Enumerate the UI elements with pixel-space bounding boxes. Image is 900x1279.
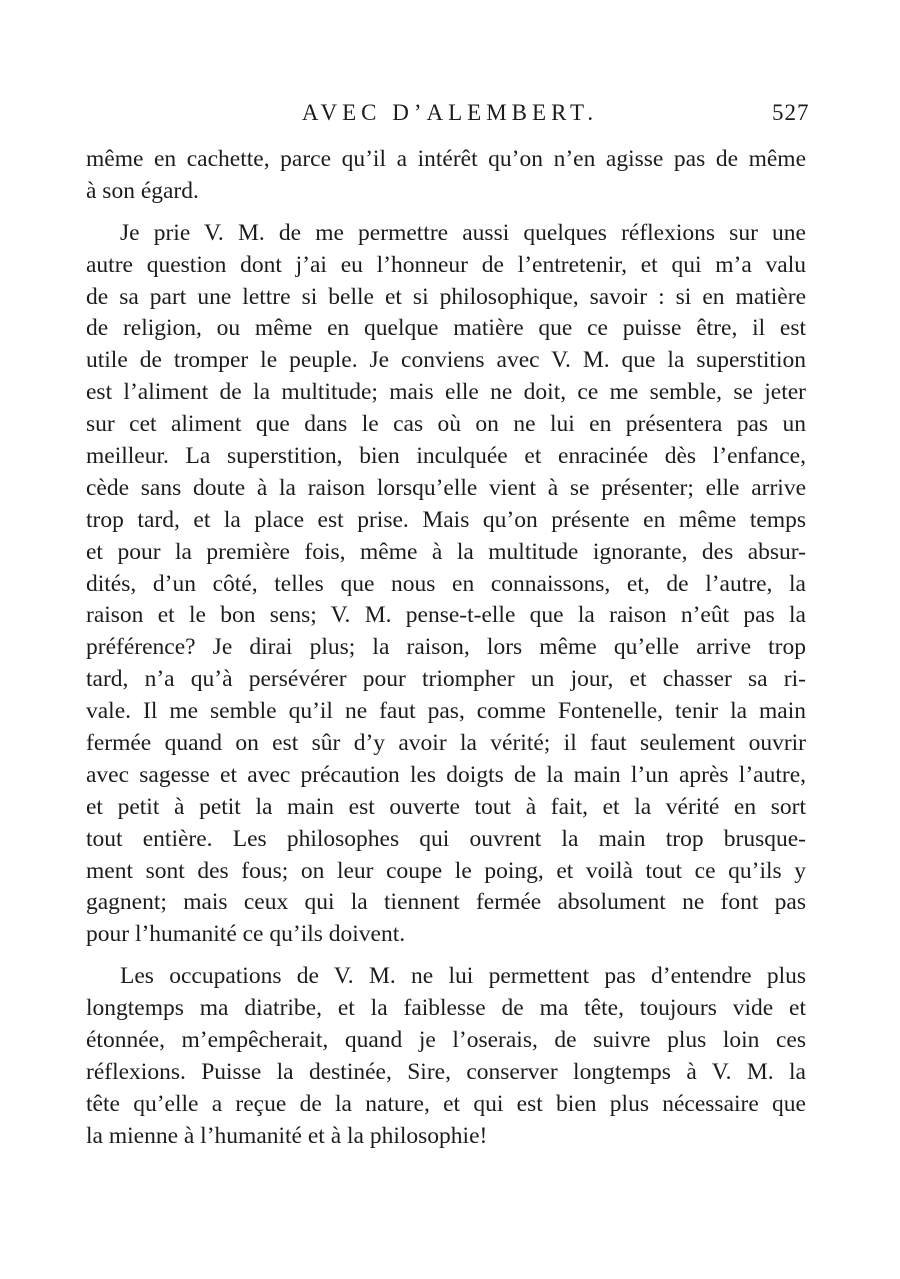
text-line: avec sagesse et avec précaution les doigts de la main l’un après l’autre, <box>86 761 806 788</box>
text-line: sur cet aliment que dans le cas où on ne lui en présentera pas un <box>86 411 806 438</box>
text-line: autre question dont j’ai eu l’honneur de l’entretenir, et qui m’a valu <box>86 251 806 278</box>
text-line: vale. Il me semble qu’il ne faut pas, comme Fontenelle, tenir la main <box>86 698 806 725</box>
paragraph <box>86 961 806 1152</box>
text-line: trop tard, et la place est prise. Mais qu’on présente en même temps <box>86 506 806 533</box>
text-line: préférence? Je dirai plus; la raison, lors même qu’elle arrive trop <box>86 634 806 661</box>
text-line: longtemps ma diatribe, et la faiblesse de ma tête, toujours vide et <box>86 995 806 1022</box>
text-line: de sa part une lettre si belle et si philosophique, savoir : si en matière <box>86 283 806 310</box>
text-line: tard, n’a qu’à persévérer pour triompher un jour, et chasser sa ri- <box>86 666 806 693</box>
text-line: est l’aliment de la multitude; mais elle ne doit, ce me semble, se jeter <box>86 379 806 406</box>
text-line: Je prie V. M. de me permettre aussi quelques réflexions sur une <box>120 219 806 246</box>
paragraph-gap <box>86 951 806 961</box>
text-line: même en cachette, parce qu’il a intérêt qu’on n’en agisse pas de même <box>86 146 806 172</box>
text-line: et petit à petit la main est ouverte tout à fait, et la vérité en sort <box>86 793 806 820</box>
text-line: Les occupations de V. M. ne lui permettent pas d’entendre plus <box>120 963 806 990</box>
paragraph <box>86 218 806 951</box>
running-header <box>0 100 900 140</box>
text-line: étonnée, m’empêcherait, quand je l’oserais, de suivre plus loin ces <box>86 1027 806 1054</box>
text-line: cède sans doute à la raison lorsqu’elle vient à se présenter; elle arrive <box>86 474 806 501</box>
running-title: AVEC D’ALEMBERT. <box>301 100 599 125</box>
body-text <box>86 144 806 1153</box>
text-line: dités, d’un côté, telles que nous en connaissons, et, de l’autre, la <box>86 570 806 597</box>
text-line: et pour la première fois, même à la multitude ignorante, des absur- <box>86 538 806 565</box>
text-line: tout entière. Les philosophes qui ouvrent la main trop brusque- <box>86 825 806 852</box>
text-line: gagnent; mais ceux qui la tiennent fermée absolument ne font pas <box>86 889 806 916</box>
text-line: de religion, ou même en quelque matière que ce puisse être, il est <box>86 315 806 342</box>
text-line: à son égard. <box>86 177 199 204</box>
text-line: raison et le bon sens; V. M. pense-t-elle que la raison n’eût pas la <box>86 602 806 629</box>
paragraph <box>86 144 806 208</box>
text-line: fermée quand on est sûr d’y avoir la vérité; il faut seulement ouvrir <box>86 730 806 757</box>
paragraph-gap <box>86 208 806 218</box>
text-line: pour l’humanité ce qu’ils doivent. <box>86 921 406 948</box>
text-line: meilleur. La superstition, bien inculquée et enracinée dès l’enfance, <box>86 443 806 470</box>
text-line: la mienne à l’humanité et à la philosophie! <box>86 1122 488 1149</box>
page-number: 527 <box>772 100 810 125</box>
text-line: tête qu’elle a reçue de la nature, et qui est bien plus nécessaire que <box>86 1090 806 1117</box>
text-line: réflexions. Puisse la destinée, Sire, conserver longtemps à V. M. la <box>86 1058 806 1085</box>
text-line: utile de tromper le peuple. Je conviens avec V. M. que la superstition <box>86 347 806 374</box>
text-line: ment sont des fous; on leur coupe le poing, et voilà tout ce qu’ils y <box>86 857 806 884</box>
